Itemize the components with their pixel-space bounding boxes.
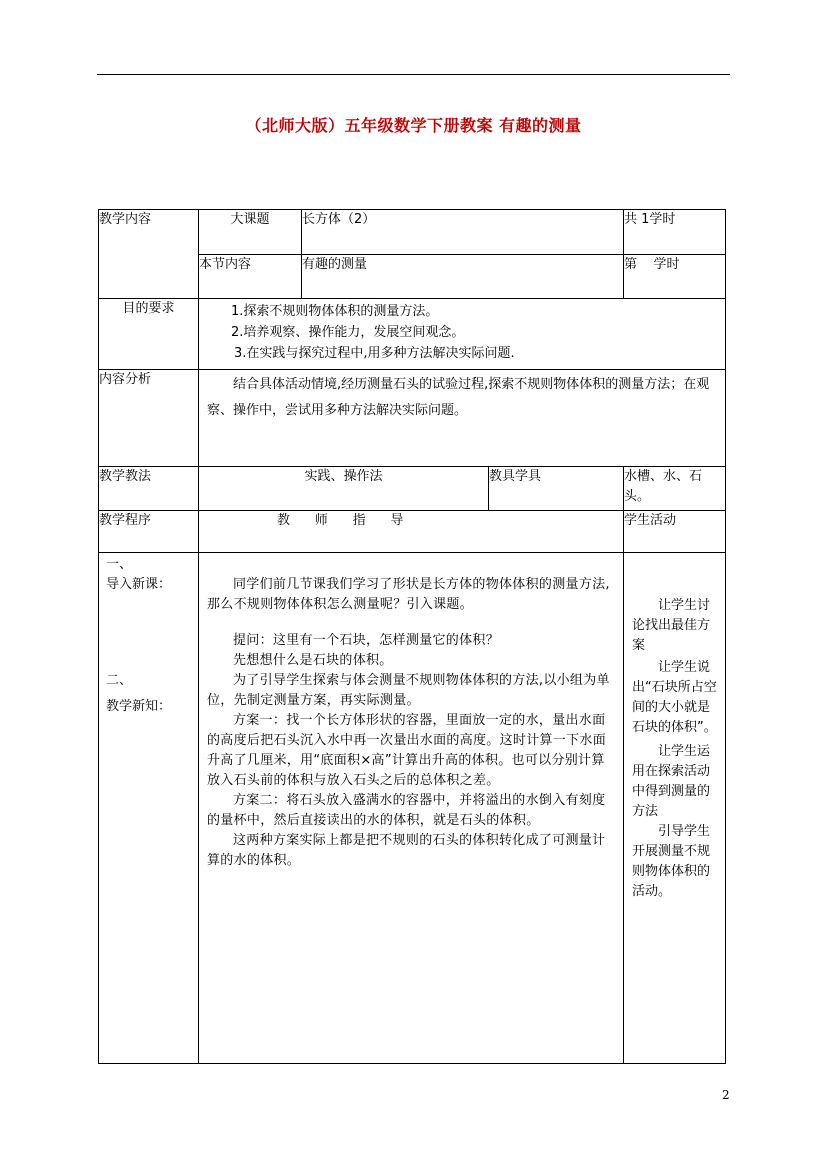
goal-item: 1.探索不规则物体体积的测量方法。 xyxy=(231,304,439,319)
student-activity-header: 学生活动 xyxy=(624,511,726,553)
goal-item: 3.在实践与探究过程中,用多种方法解决实际问题. xyxy=(234,346,515,361)
row-procedure xyxy=(99,511,726,553)
row-analysis xyxy=(99,370,726,467)
page-number: 2 xyxy=(722,1088,730,1102)
student-activity-cell xyxy=(624,553,726,1064)
row-body xyxy=(99,553,726,1064)
label-teaching-content: 教学内容 xyxy=(99,210,199,299)
row-goals xyxy=(99,299,726,370)
teacher-paragraph: 方案二：将石头放入盛满水的容器中，并将溢出的水倒入有刻度的量杯中，然后直接读出的水的体积，就是石头的体积。 xyxy=(207,793,606,828)
document-title: （北师大版）五年级数学下册教案 有趣的测量 xyxy=(245,116,582,135)
goals-list xyxy=(199,299,726,370)
step-one-number: 一、 xyxy=(106,557,133,572)
label-methods: 教学教法 xyxy=(99,467,199,511)
header-rule xyxy=(97,74,730,75)
lesson-plan-table xyxy=(98,209,726,1064)
hour-index: 第 学时 xyxy=(624,255,726,299)
teacher-paragraph: 先想想什么是石块的体积。 xyxy=(233,653,393,668)
teacher-guidance-header: 教 师 指 导 xyxy=(199,511,624,553)
tools-value: 水槽、水、石头。 xyxy=(624,467,726,511)
student-paragraph: 引导学生开展测量不规则物体体积的活动。 xyxy=(632,824,711,899)
row-content xyxy=(99,210,726,255)
goal-item: 2.培养观察、操作能力，发展空间观念。 xyxy=(231,325,465,340)
teacher-paragraph: 同学们前几节课我们学习了形状是长方体的物体体积的测量方法,那么不规则物体体积怎么测量呢？引入课题。 xyxy=(207,577,610,612)
analysis-text: 结合具体活动情境,经历测量石头的试验过程,探索不规则物体体积的测量方法；在观察、操作中，尝试用多种方法解决实际问题。 xyxy=(207,377,710,418)
label-procedure: 教学程序 xyxy=(99,511,199,553)
label-main-topic: 大课题 xyxy=(199,210,302,255)
teacher-paragraph: 这两种方案实际上都是把不规则的石头的体积转化成了可测量计算的水的体积。 xyxy=(207,833,606,868)
main-topic-value: 长方体（2） xyxy=(302,210,624,255)
row-methods xyxy=(99,467,726,511)
steps-column xyxy=(99,553,199,1064)
student-paragraph: 让学生讨论找出最佳方案 xyxy=(632,598,711,653)
teacher-paragraph: 方案一：找一个长方体形状的容器，里面放一定的水，量出水面的高度后把石头沉入水中再一次量出水面的高度。这时计算一下水面升高了几厘米，用“底面积×高”计算出升高的体积。也可以分别计算放入石头前的体积与放入石头之后的总体积之差。 xyxy=(207,713,607,788)
teacher-paragraph: 为了引导学生探索与体会测量不规则物体体积的方法,以小组为单位，先制定测量方案，再实际测量。 xyxy=(207,673,610,708)
methods-value: 实践、操作法 xyxy=(199,467,489,511)
label-section-content: 本节内容 xyxy=(199,255,302,299)
analysis-cell xyxy=(199,370,726,467)
total-hours: 共 1学时 xyxy=(624,210,726,255)
label-goals: 目的要求 xyxy=(99,299,199,370)
step-one-title: 导入新课： xyxy=(106,577,172,592)
step-two-number: 二、 xyxy=(106,673,133,688)
label-tools: 教具学具 xyxy=(489,467,624,511)
teacher-paragraph: 提问：这里有一个石块，怎样测量它的体积？ xyxy=(233,633,500,648)
student-paragraph: 让学生说出“石块所占空间的大小就是石块的体积”。 xyxy=(632,660,717,735)
teacher-guidance-cell xyxy=(199,553,624,1064)
student-paragraph: 让学生运用在探索活动中得到测量的方法 xyxy=(632,744,711,819)
section-value: 有趣的测量 xyxy=(302,255,624,299)
label-analysis: 内容分析 xyxy=(99,370,199,467)
step-two-title: 教学新知： xyxy=(106,699,172,714)
